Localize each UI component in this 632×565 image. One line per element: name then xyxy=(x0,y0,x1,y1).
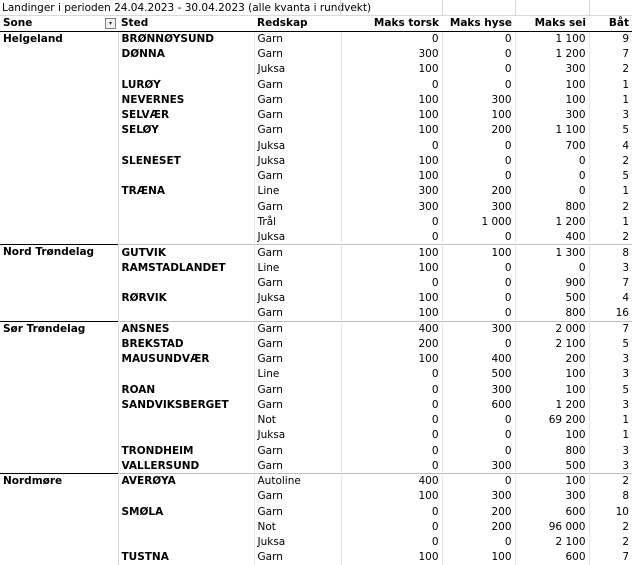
cell-sted[interactable]: RØRVIK xyxy=(121,292,167,305)
cell-sted[interactable]: MAUSUNDVÆR xyxy=(121,353,210,366)
cell-maks-torsk[interactable]: 100 xyxy=(341,123,442,138)
cell-bat[interactable]: 7 xyxy=(589,47,632,62)
cell-maks-hyse[interactable]: 300 xyxy=(442,92,515,107)
header-sone[interactable] xyxy=(0,16,118,31)
cell-maks-sei[interactable]: 800 xyxy=(515,443,589,458)
cell-sted[interactable] xyxy=(118,535,254,550)
cell-maks-torsk[interactable]: 0 xyxy=(341,458,442,473)
cell-bat[interactable]: 2 xyxy=(589,230,632,245)
cell-bat[interactable]: 2 xyxy=(589,535,632,550)
cell-maks-hyse[interactable]: 300 xyxy=(442,382,515,397)
header-sone-label: Sone xyxy=(3,17,33,30)
cell-sted[interactable]: VALLERSUND xyxy=(121,459,200,472)
cell-maks-sei[interactable]: 1 100 xyxy=(515,31,589,46)
cell-maks-hyse[interactable]: 0 xyxy=(442,47,515,62)
cell-maks-torsk[interactable]: 100 xyxy=(341,291,442,306)
cell-maks-sei[interactable]: 200 xyxy=(515,352,589,367)
cell-redskap[interactable]: Juksa xyxy=(254,230,341,245)
cell-maks-sei[interactable]: 69 200 xyxy=(515,413,589,428)
cell-sted[interactable]: ANSNES xyxy=(118,321,254,336)
cell-redskap[interactable]: Line xyxy=(254,367,341,382)
cell-sted[interactable]: SLENESET xyxy=(121,154,181,167)
cell-maks-sei[interactable]: 1 200 xyxy=(515,397,589,412)
cell-maks-torsk[interactable]: 100 xyxy=(341,108,442,123)
cell-maks-hyse[interactable]: 0 xyxy=(442,260,515,275)
cell-sted[interactable] xyxy=(118,62,254,77)
cell-maks-sei[interactable]: 1 300 xyxy=(515,245,589,260)
cell-bat[interactable]: 2 xyxy=(589,474,632,489)
cell-bat[interactable]: 2 xyxy=(589,519,632,534)
cell-maks-hyse[interactable]: 0 xyxy=(442,169,515,184)
cell-sted[interactable] xyxy=(118,489,254,504)
cell-maks-torsk[interactable]: 0 xyxy=(341,535,442,550)
cell-maks-sei[interactable]: 1 100 xyxy=(515,123,589,138)
cell-redskap[interactable]: Garn xyxy=(254,458,341,473)
cell-sted[interactable]: BRØNNØYSUND xyxy=(118,31,254,46)
cell-maks-torsk[interactable]: 100 xyxy=(341,306,442,321)
cell-maks-torsk[interactable]: 100 xyxy=(341,92,442,107)
cell-bat[interactable]: 7 xyxy=(589,550,632,565)
cell-maks-torsk[interactable]: 100 xyxy=(341,62,442,77)
cell-redskap[interactable]: Garn xyxy=(254,108,341,123)
cell-maks-sei[interactable]: 300 xyxy=(515,62,589,77)
cell-bat[interactable]: 3 xyxy=(589,367,632,382)
cell-maks-sei[interactable]: 500 xyxy=(515,291,589,306)
cell-maks-sei[interactable]: 2 100 xyxy=(515,336,589,351)
cell-redskap[interactable]: Garn xyxy=(254,92,341,107)
cell-maks-sei[interactable]: 700 xyxy=(515,138,589,153)
cell-maks-sei[interactable]: 100 xyxy=(515,92,589,107)
cell-maks-torsk[interactable]: 0 xyxy=(341,77,442,92)
cell-sted[interactable]: TRONDHEIM xyxy=(121,444,194,457)
cell-redskap[interactable]: Garn xyxy=(254,275,341,290)
cell-maks-sei[interactable]: 300 xyxy=(515,489,589,504)
cell-sted[interactable] xyxy=(118,275,254,290)
cell-maks-hyse[interactable]: 0 xyxy=(442,336,515,351)
header-bat[interactable]: Båt xyxy=(589,16,632,31)
cell-maks-torsk[interactable]: 0 xyxy=(341,413,442,428)
table-row xyxy=(0,321,632,336)
cell-maks-sei[interactable]: 0 xyxy=(515,184,589,199)
cell-bat[interactable]: 8 xyxy=(589,489,632,504)
cell-bat[interactable]: 1 xyxy=(589,428,632,443)
cell-maks-hyse[interactable]: 100 xyxy=(442,108,515,123)
cell-bat[interactable]: 3 xyxy=(589,458,632,473)
cell-sted[interactable] xyxy=(118,306,254,321)
cell-maks-hyse[interactable]: 0 xyxy=(442,474,515,489)
cell-bat[interactable]: 7 xyxy=(589,321,632,336)
cell-maks-torsk[interactable]: 100 xyxy=(341,260,442,275)
cell-maks-hyse[interactable]: 0 xyxy=(442,413,515,428)
cell-sted[interactable] xyxy=(118,367,254,382)
cell-bat[interactable]: 16 xyxy=(589,306,632,321)
cell-bat[interactable]: 7 xyxy=(589,275,632,290)
cell-redskap[interactable]: Autoline xyxy=(254,474,341,489)
cell-maks-torsk[interactable]: 0 xyxy=(341,519,442,534)
cell-bat[interactable]: 10 xyxy=(589,504,632,519)
cell-redskap[interactable]: Garn xyxy=(254,306,341,321)
cell-redskap[interactable]: Garn xyxy=(254,352,341,367)
cell-maks-sei[interactable]: 1 200 xyxy=(515,214,589,229)
header-redskap[interactable]: Redskap xyxy=(254,16,341,31)
cell-bat[interactable]: 9 xyxy=(589,31,632,46)
cell-redskap[interactable]: Garn xyxy=(254,199,341,214)
cell-redskap[interactable]: Garn xyxy=(254,169,341,184)
cell-redskap[interactable]: Juksa xyxy=(254,153,341,168)
cell-bat[interactable]: 3 xyxy=(589,260,632,275)
cell-redskap[interactable]: Juksa xyxy=(254,62,341,77)
cell-maks-torsk[interactable]: 0 xyxy=(341,214,442,229)
cell-sted[interactable]: NEVERNES xyxy=(121,93,185,106)
cell-redskap[interactable]: Juksa xyxy=(254,138,341,153)
cell-maks-sei[interactable]: 1 200 xyxy=(515,47,589,62)
cell-maks-hyse[interactable]: 0 xyxy=(442,153,515,168)
cell-redskap[interactable]: Garn xyxy=(254,550,341,565)
cell-maks-torsk[interactable]: 100 xyxy=(341,245,442,260)
cell-maks-torsk[interactable]: 0 xyxy=(341,31,442,46)
cell-maks-torsk[interactable]: 0 xyxy=(341,275,442,290)
cell-maks-torsk[interactable]: 0 xyxy=(341,230,442,245)
cell-bat[interactable]: 4 xyxy=(589,138,632,153)
cell-redskap[interactable]: Garn xyxy=(254,336,341,351)
cell-sone[interactable]: Nord Trøndelag xyxy=(0,245,118,321)
cell-sted[interactable] xyxy=(118,230,254,245)
cell-bat[interactable]: 2 xyxy=(589,62,632,77)
cell-maks-hyse[interactable]: 0 xyxy=(442,62,515,77)
cell-bat[interactable]: 1 xyxy=(589,214,632,229)
cell-redskap[interactable]: Juksa xyxy=(254,535,341,550)
cell-sted[interactable]: BREKSTAD xyxy=(121,337,184,350)
cell-redskap[interactable]: Not xyxy=(254,413,341,428)
cell-sted[interactable]: AVERØYA xyxy=(118,474,254,489)
header-row xyxy=(0,16,632,31)
table-row xyxy=(0,31,632,46)
cell-bat[interactable]: 5 xyxy=(589,123,632,138)
cell-maks-torsk[interactable]: 200 xyxy=(341,336,442,351)
header-maks-hyse[interactable]: Maks hyse xyxy=(442,16,515,31)
cell-sted[interactable]: DØNNA xyxy=(121,48,165,61)
header-maks-sei[interactable]: Maks sei xyxy=(515,16,589,31)
cell-maks-hyse[interactable]: 300 xyxy=(442,458,515,473)
cell-sted[interactable] xyxy=(118,199,254,214)
cell-maks-sei[interactable]: 0 xyxy=(515,153,589,168)
cell-sted[interactable]: SELØY xyxy=(121,124,159,137)
cell-sted[interactable]: LURØY xyxy=(121,78,161,91)
cell-maks-sei[interactable]: 900 xyxy=(515,275,589,290)
cell-bat[interactable]: 3 xyxy=(589,443,632,458)
cell-maks-torsk[interactable]: 300 xyxy=(341,199,442,214)
cell-maks-hyse[interactable]: 400 xyxy=(442,352,515,367)
cell-redskap[interactable]: Garn xyxy=(254,504,341,519)
cell-maks-hyse[interactable]: 0 xyxy=(442,535,515,550)
cell-maks-hyse[interactable]: 200 xyxy=(442,184,515,199)
cell-maks-sei[interactable]: 500 xyxy=(515,458,589,473)
cell-maks-torsk[interactable]: 0 xyxy=(341,504,442,519)
cell-redskap[interactable]: Garn xyxy=(254,245,341,260)
cell-bat[interactable]: 3 xyxy=(589,108,632,123)
cell-bat[interactable]: 4 xyxy=(589,291,632,306)
cell-redskap[interactable]: Garn xyxy=(254,489,341,504)
cell-sone[interactable]: Helgeland xyxy=(0,31,118,245)
table-row xyxy=(0,245,632,260)
cell-redskap[interactable]: Garn xyxy=(254,321,341,336)
cell-maks-sei[interactable]: 96 000 xyxy=(515,519,589,534)
cell-redskap[interactable]: Garn xyxy=(254,397,341,412)
cell-maks-sei[interactable]: 0 xyxy=(515,169,589,184)
cell-bat[interactable]: 5 xyxy=(589,336,632,351)
cell-maks-torsk[interactable]: 100 xyxy=(341,153,442,168)
cell-sted[interactable] xyxy=(118,169,254,184)
cell-sted[interactable]: RAMSTADLANDET xyxy=(121,261,226,274)
cell-redskap[interactable]: Line xyxy=(254,260,341,275)
cell-sone[interactable]: Nordmøre xyxy=(0,474,118,565)
cell-maks-torsk[interactable]: 0 xyxy=(341,138,442,153)
cell-maks-sei[interactable]: 800 xyxy=(515,306,589,321)
cell-maks-hyse[interactable]: 300 xyxy=(442,489,515,504)
cell-maks-torsk[interactable]: 400 xyxy=(341,321,442,336)
cell-maks-torsk[interactable]: 0 xyxy=(341,367,442,382)
filter-icon[interactable]: ▾ xyxy=(105,18,116,29)
cell-maks-sei[interactable]: 300 xyxy=(515,108,589,123)
cell-maks-hyse[interactable]: 0 xyxy=(442,138,515,153)
cell-redskap[interactable]: Line xyxy=(254,184,341,199)
cell-maks-sei[interactable]: 100 xyxy=(515,382,589,397)
cell-sted[interactable]: GUTVIK xyxy=(118,245,254,260)
cell-maks-sei[interactable]: 100 xyxy=(515,474,589,489)
cell-bat[interactable]: 3 xyxy=(589,352,632,367)
cell-maks-torsk[interactable]: 300 xyxy=(341,184,442,199)
cell-redskap[interactable]: Garn xyxy=(254,382,341,397)
cell-sted[interactable]: SELVÆR xyxy=(121,109,170,122)
cell-maks-torsk[interactable]: 300 xyxy=(341,47,442,62)
cell-maks-hyse[interactable]: 200 xyxy=(442,519,515,534)
cell-maks-hyse[interactable]: 0 xyxy=(442,291,515,306)
cell-bat[interactable]: 1 xyxy=(589,92,632,107)
header-maks-torsk[interactable]: Maks torsk xyxy=(341,16,442,31)
cell-sted[interactable]: SMØLA xyxy=(121,505,164,518)
cell-sted[interactable]: TRÆNA xyxy=(121,185,166,198)
grid-line xyxy=(340,0,341,16)
cell-redskap[interactable]: Garn xyxy=(254,31,341,46)
cell-bat[interactable]: 5 xyxy=(589,382,632,397)
cell-bat[interactable]: 8 xyxy=(589,245,632,260)
cell-redskap[interactable]: Garn xyxy=(254,443,341,458)
cell-bat[interactable]: 1 xyxy=(589,184,632,199)
cell-sted[interactable]: TUSTNA xyxy=(121,551,169,564)
report-title: Landinger i perioden 24.04.2023 - 30.04.2023 (alle kvanta i rundvekt) xyxy=(2,2,372,14)
grid-line xyxy=(515,0,516,16)
cell-maks-torsk[interactable]: 100 xyxy=(341,352,442,367)
cell-maks-hyse[interactable]: 0 xyxy=(442,31,515,46)
cell-redskap[interactable]: Garn xyxy=(254,77,341,92)
cell-maks-hyse[interactable]: 0 xyxy=(442,428,515,443)
cell-maks-torsk[interactable]: 100 xyxy=(341,489,442,504)
grid-line xyxy=(442,0,443,16)
cell-maks-hyse[interactable]: 0 xyxy=(442,77,515,92)
cell-sone[interactable]: Sør Trøndelag xyxy=(0,321,118,474)
cell-maks-sei[interactable]: 800 xyxy=(515,199,589,214)
cell-redskap[interactable]: Juksa xyxy=(254,291,341,306)
cell-maks-sei[interactable]: 2 000 xyxy=(515,321,589,336)
landings-pivot-table xyxy=(0,16,632,565)
cell-maks-sei[interactable]: 100 xyxy=(515,77,589,92)
cell-maks-sei[interactable]: 100 xyxy=(515,367,589,382)
cell-redskap[interactable]: Trål xyxy=(254,214,341,229)
cell-maks-torsk[interactable]: 0 xyxy=(341,443,442,458)
cell-sted[interactable] xyxy=(118,519,254,534)
grid-line xyxy=(589,0,590,16)
cell-maks-torsk[interactable]: 0 xyxy=(341,397,442,412)
cell-maks-hyse[interactable]: 0 xyxy=(442,275,515,290)
cell-sted[interactable] xyxy=(118,428,254,443)
cell-maks-hyse[interactable]: 0 xyxy=(442,443,515,458)
cell-bat[interactable]: 2 xyxy=(589,153,632,168)
cell-maks-hyse[interactable]: 300 xyxy=(442,321,515,336)
cell-sted[interactable] xyxy=(118,138,254,153)
cell-maks-sei[interactable]: 600 xyxy=(515,550,589,565)
cell-maks-sei[interactable]: 0 xyxy=(515,260,589,275)
header-sted[interactable]: Sted xyxy=(118,16,254,31)
cell-maks-hyse[interactable]: 300 xyxy=(442,199,515,214)
cell-maks-hyse[interactable]: 500 xyxy=(442,367,515,382)
cell-maks-sei[interactable]: 100 xyxy=(515,428,589,443)
cell-maks-hyse[interactable]: 600 xyxy=(442,397,515,412)
cell-maks-torsk[interactable]: 0 xyxy=(341,382,442,397)
cell-maks-hyse[interactable]: 200 xyxy=(442,504,515,519)
cell-maks-hyse[interactable]: 1 000 xyxy=(442,214,515,229)
cell-redskap[interactable]: Not xyxy=(254,519,341,534)
cell-bat[interactable]: 5 xyxy=(589,169,632,184)
cell-redskap[interactable]: Juksa xyxy=(254,428,341,443)
cell-maks-hyse[interactable]: 0 xyxy=(442,230,515,245)
cell-maks-torsk[interactable]: 100 xyxy=(341,550,442,565)
cell-sted[interactable]: SANDVIKSBERGET xyxy=(121,398,229,411)
cell-maks-sei[interactable]: 600 xyxy=(515,504,589,519)
pivot-body xyxy=(0,31,632,565)
cell-maks-torsk[interactable]: 100 xyxy=(341,169,442,184)
cell-maks-hyse[interactable]: 100 xyxy=(442,245,515,260)
cell-redskap[interactable]: Garn xyxy=(254,123,341,138)
cell-sted[interactable]: ROAN xyxy=(121,383,156,396)
cell-maks-sei[interactable]: 2 100 xyxy=(515,535,589,550)
cell-bat[interactable]: 3 xyxy=(589,397,632,412)
table-row xyxy=(0,474,632,489)
cell-sted[interactable] xyxy=(118,413,254,428)
cell-bat[interactable]: 2 xyxy=(589,199,632,214)
cell-maks-hyse[interactable]: 200 xyxy=(442,123,515,138)
cell-sted[interactable] xyxy=(118,214,254,229)
cell-maks-hyse[interactable]: 100 xyxy=(442,550,515,565)
cell-maks-torsk[interactable]: 0 xyxy=(341,428,442,443)
cell-bat[interactable]: 1 xyxy=(589,413,632,428)
cell-maks-torsk[interactable]: 400 xyxy=(341,474,442,489)
cell-maks-sei[interactable]: 400 xyxy=(515,230,589,245)
cell-redskap[interactable]: Garn xyxy=(254,47,341,62)
cell-bat[interactable]: 1 xyxy=(589,77,632,92)
report-title-row xyxy=(0,0,632,16)
cell-maks-hyse[interactable]: 0 xyxy=(442,306,515,321)
